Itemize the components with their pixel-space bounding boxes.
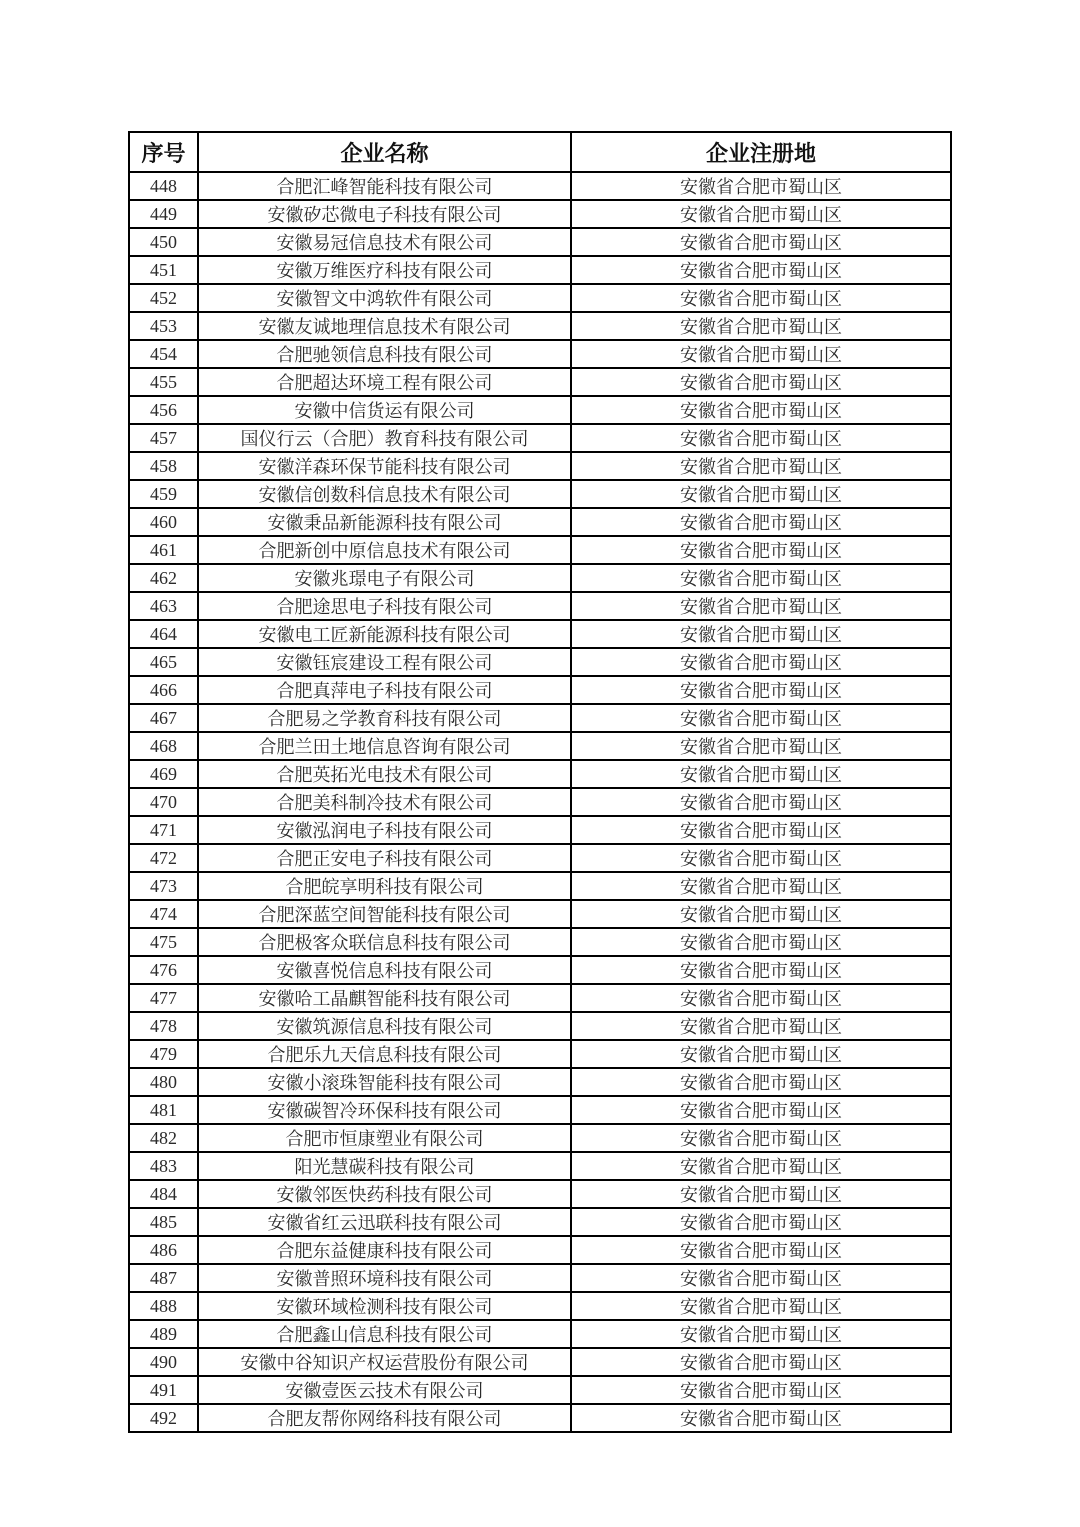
table-row <box>129 676 951 704</box>
serial-number-cell: 473 <box>129 872 198 900</box>
serial-number-cell: 467 <box>129 704 198 732</box>
table-row <box>129 1292 951 1320</box>
table-row <box>129 648 951 676</box>
serial-number-cell: 471 <box>129 816 198 844</box>
serial-number-cell: 490 <box>129 1348 198 1376</box>
table-row <box>129 592 951 620</box>
registration-location-cell: 安徽省合肥市蜀山区 <box>571 928 951 956</box>
header-serial-number: 序号 <box>129 132 198 172</box>
serial-number-cell: 485 <box>129 1208 198 1236</box>
company-name-cell: 安徽碳智冷环保科技有限公司 <box>198 1096 571 1124</box>
company-name-cell: 合肥东益健康科技有限公司 <box>198 1236 571 1264</box>
serial-number-cell: 451 <box>129 256 198 284</box>
company-name-cell: 安徽邻医快药科技有限公司 <box>198 1180 571 1208</box>
registration-location-cell: 安徽省合肥市蜀山区 <box>571 424 951 452</box>
company-name-cell: 安徽泓润电子科技有限公司 <box>198 816 571 844</box>
company-name-cell: 合肥汇峰智能科技有限公司 <box>198 172 571 200</box>
registration-location-cell: 安徽省合肥市蜀山区 <box>571 1040 951 1068</box>
registration-location-cell: 安徽省合肥市蜀山区 <box>571 732 951 760</box>
company-name-cell: 安徽省红云迅联科技有限公司 <box>198 1208 571 1236</box>
serial-number-cell: 450 <box>129 228 198 256</box>
table-row <box>129 1012 951 1040</box>
serial-number-cell: 474 <box>129 900 198 928</box>
header-registration-location: 企业注册地 <box>571 132 951 172</box>
registration-location-cell: 安徽省合肥市蜀山区 <box>571 228 951 256</box>
registration-location-cell: 安徽省合肥市蜀山区 <box>571 312 951 340</box>
company-name-cell: 安徽壹医云技术有限公司 <box>198 1376 571 1404</box>
serial-number-cell: 455 <box>129 368 198 396</box>
company-name-cell: 阳光慧碳科技有限公司 <box>198 1152 571 1180</box>
serial-number-cell: 478 <box>129 1012 198 1040</box>
registration-location-cell: 安徽省合肥市蜀山区 <box>571 704 951 732</box>
table-body <box>129 172 951 1432</box>
company-registry-table <box>128 131 952 1433</box>
serial-number-cell: 452 <box>129 284 198 312</box>
table-row <box>129 452 951 480</box>
company-name-cell: 安徽钰宸建设工程有限公司 <box>198 648 571 676</box>
company-name-cell: 合肥英拓光电技术有限公司 <box>198 760 571 788</box>
company-name-cell: 安徽环域检测科技有限公司 <box>198 1292 571 1320</box>
table-row <box>129 1124 951 1152</box>
registration-location-cell: 安徽省合肥市蜀山区 <box>571 1348 951 1376</box>
registration-location-cell: 安徽省合肥市蜀山区 <box>571 256 951 284</box>
table-row <box>129 844 951 872</box>
serial-number-cell: 488 <box>129 1292 198 1320</box>
table-row <box>129 1348 951 1376</box>
table-row <box>129 536 951 564</box>
serial-number-cell: 454 <box>129 340 198 368</box>
serial-number-cell: 482 <box>129 1124 198 1152</box>
table-row <box>129 340 951 368</box>
company-name-cell: 合肥真萍电子科技有限公司 <box>198 676 571 704</box>
registration-location-cell: 安徽省合肥市蜀山区 <box>571 1012 951 1040</box>
registration-location-cell: 安徽省合肥市蜀山区 <box>571 480 951 508</box>
company-name-cell: 合肥新创中原信息技术有限公司 <box>198 536 571 564</box>
table-row <box>129 928 951 956</box>
table-row <box>129 368 951 396</box>
registration-location-cell: 安徽省合肥市蜀山区 <box>571 648 951 676</box>
registration-location-cell: 安徽省合肥市蜀山区 <box>571 760 951 788</box>
table-row <box>129 284 951 312</box>
registration-location-cell: 安徽省合肥市蜀山区 <box>571 620 951 648</box>
serial-number-cell: 483 <box>129 1152 198 1180</box>
serial-number-cell: 470 <box>129 788 198 816</box>
serial-number-cell: 480 <box>129 1068 198 1096</box>
registration-location-cell: 安徽省合肥市蜀山区 <box>571 1096 951 1124</box>
serial-number-cell: 462 <box>129 564 198 592</box>
registration-location-cell: 安徽省合肥市蜀山区 <box>571 452 951 480</box>
company-name-cell: 合肥乐九天信息科技有限公司 <box>198 1040 571 1068</box>
registration-location-cell: 安徽省合肥市蜀山区 <box>571 788 951 816</box>
registration-location-cell: 安徽省合肥市蜀山区 <box>571 872 951 900</box>
table-row <box>129 228 951 256</box>
serial-number-cell: 479 <box>129 1040 198 1068</box>
registration-location-cell: 安徽省合肥市蜀山区 <box>571 1264 951 1292</box>
serial-number-cell: 465 <box>129 648 198 676</box>
table-row <box>129 396 951 424</box>
company-name-cell: 合肥超达环境工程有限公司 <box>198 368 571 396</box>
company-name-cell: 安徽筑源信息科技有限公司 <box>198 1012 571 1040</box>
company-name-cell: 合肥易之学教育科技有限公司 <box>198 704 571 732</box>
serial-number-cell: 463 <box>129 592 198 620</box>
registration-location-cell: 安徽省合肥市蜀山区 <box>571 1124 951 1152</box>
table-row <box>129 256 951 284</box>
table-header <box>129 132 951 172</box>
company-name-cell: 安徽中谷知识产权运营股份有限公司 <box>198 1348 571 1376</box>
table-row <box>129 788 951 816</box>
table-row <box>129 732 951 760</box>
company-name-cell: 安徽普照环境科技有限公司 <box>198 1264 571 1292</box>
table-row <box>129 816 951 844</box>
table-row <box>129 508 951 536</box>
company-name-cell: 安徽矽芯微电子科技有限公司 <box>198 200 571 228</box>
serial-number-cell: 487 <box>129 1264 198 1292</box>
table-row <box>129 172 951 200</box>
registration-location-cell: 安徽省合肥市蜀山区 <box>571 368 951 396</box>
registration-location-cell: 安徽省合肥市蜀山区 <box>571 900 951 928</box>
registration-location-cell: 安徽省合肥市蜀山区 <box>571 816 951 844</box>
registration-location-cell: 安徽省合肥市蜀山区 <box>571 536 951 564</box>
registration-location-cell: 安徽省合肥市蜀山区 <box>571 1208 951 1236</box>
registration-location-cell: 安徽省合肥市蜀山区 <box>571 592 951 620</box>
company-name-cell: 合肥深蓝空间智能科技有限公司 <box>198 900 571 928</box>
serial-number-cell: 469 <box>129 760 198 788</box>
serial-number-cell: 468 <box>129 732 198 760</box>
registration-location-cell: 安徽省合肥市蜀山区 <box>571 1152 951 1180</box>
serial-number-cell: 486 <box>129 1236 198 1264</box>
table-row <box>129 424 951 452</box>
registration-location-cell: 安徽省合肥市蜀山区 <box>571 508 951 536</box>
table-row <box>129 1376 951 1404</box>
registration-location-cell: 安徽省合肥市蜀山区 <box>571 1404 951 1432</box>
serial-number-cell: 458 <box>129 452 198 480</box>
company-name-cell: 安徽易冠信息技术有限公司 <box>198 228 571 256</box>
table-row <box>129 760 951 788</box>
registration-location-cell: 安徽省合肥市蜀山区 <box>571 1376 951 1404</box>
serial-number-cell: 461 <box>129 536 198 564</box>
serial-number-cell: 489 <box>129 1320 198 1348</box>
header-company-name: 企业名称 <box>198 132 571 172</box>
serial-number-cell: 456 <box>129 396 198 424</box>
registration-location-cell: 安徽省合肥市蜀山区 <box>571 1068 951 1096</box>
serial-number-cell: 448 <box>129 172 198 200</box>
table-row <box>129 984 951 1012</box>
company-name-cell: 合肥极客众联信息科技有限公司 <box>198 928 571 956</box>
registration-location-cell: 安徽省合肥市蜀山区 <box>571 676 951 704</box>
company-name-cell: 合肥兰田土地信息咨询有限公司 <box>198 732 571 760</box>
registration-location-cell: 安徽省合肥市蜀山区 <box>571 200 951 228</box>
table-row <box>129 480 951 508</box>
registration-location-cell: 安徽省合肥市蜀山区 <box>571 1320 951 1348</box>
company-name-cell: 安徽喜悦信息科技有限公司 <box>198 956 571 984</box>
table-row <box>129 312 951 340</box>
serial-number-cell: 464 <box>129 620 198 648</box>
registration-location-cell: 安徽省合肥市蜀山区 <box>571 1292 951 1320</box>
registration-location-cell: 安徽省合肥市蜀山区 <box>571 340 951 368</box>
company-name-cell: 合肥鑫山信息科技有限公司 <box>198 1320 571 1348</box>
table-row <box>129 1264 951 1292</box>
company-name-cell: 国仪行云（合肥）教育科技有限公司 <box>198 424 571 452</box>
serial-number-cell: 484 <box>129 1180 198 1208</box>
table-row <box>129 620 951 648</box>
company-name-cell: 安徽信创数科信息技术有限公司 <box>198 480 571 508</box>
registration-location-cell: 安徽省合肥市蜀山区 <box>571 956 951 984</box>
table-row <box>129 564 951 592</box>
registration-location-cell: 安徽省合肥市蜀山区 <box>571 284 951 312</box>
table-row <box>129 1068 951 1096</box>
company-name-cell: 合肥驰领信息科技有限公司 <box>198 340 571 368</box>
company-name-cell: 合肥美科制冷技术有限公司 <box>198 788 571 816</box>
table-row <box>129 704 951 732</box>
serial-number-cell: 459 <box>129 480 198 508</box>
company-name-cell: 安徽小滚珠智能科技有限公司 <box>198 1068 571 1096</box>
serial-number-cell: 475 <box>129 928 198 956</box>
table-row <box>129 1152 951 1180</box>
table-row <box>129 1180 951 1208</box>
company-name-cell: 安徽万维医疗科技有限公司 <box>198 256 571 284</box>
registration-location-cell: 安徽省合肥市蜀山区 <box>571 564 951 592</box>
serial-number-cell: 477 <box>129 984 198 1012</box>
table-row <box>129 1208 951 1236</box>
company-name-cell: 安徽友诚地理信息技术有限公司 <box>198 312 571 340</box>
serial-number-cell: 453 <box>129 312 198 340</box>
company-name-cell: 合肥正安电子科技有限公司 <box>198 844 571 872</box>
table-row <box>129 872 951 900</box>
company-name-cell: 合肥市恒康塑业有限公司 <box>198 1124 571 1152</box>
table-row <box>129 200 951 228</box>
table-row <box>129 1096 951 1124</box>
registration-location-cell: 安徽省合肥市蜀山区 <box>571 844 951 872</box>
table-row <box>129 1040 951 1068</box>
registration-location-cell: 安徽省合肥市蜀山区 <box>571 1236 951 1264</box>
company-name-cell: 安徽中信货运有限公司 <box>198 396 571 424</box>
company-name-cell: 安徽哈工晶麒智能科技有限公司 <box>198 984 571 1012</box>
serial-number-cell: 491 <box>129 1376 198 1404</box>
serial-number-cell: 472 <box>129 844 198 872</box>
registration-location-cell: 安徽省合肥市蜀山区 <box>571 1180 951 1208</box>
company-name-cell: 安徽电工匠新能源科技有限公司 <box>198 620 571 648</box>
header-row <box>129 132 951 172</box>
company-name-cell: 合肥途思电子科技有限公司 <box>198 592 571 620</box>
company-name-cell: 安徽洋森环保节能科技有限公司 <box>198 452 571 480</box>
table-row <box>129 1236 951 1264</box>
company-name-cell: 安徽兆璟电子有限公司 <box>198 564 571 592</box>
table-row <box>129 1320 951 1348</box>
registration-location-cell: 安徽省合肥市蜀山区 <box>571 396 951 424</box>
table-row <box>129 1404 951 1432</box>
serial-number-cell: 457 <box>129 424 198 452</box>
serial-number-cell: 492 <box>129 1404 198 1432</box>
registration-location-cell: 安徽省合肥市蜀山区 <box>571 984 951 1012</box>
company-name-cell: 合肥皖享明科技有限公司 <box>198 872 571 900</box>
serial-number-cell: 449 <box>129 200 198 228</box>
serial-number-cell: 466 <box>129 676 198 704</box>
table-row <box>129 956 951 984</box>
serial-number-cell: 460 <box>129 508 198 536</box>
registration-location-cell: 安徽省合肥市蜀山区 <box>571 172 951 200</box>
company-name-cell: 合肥友帮你网络科技有限公司 <box>198 1404 571 1432</box>
serial-number-cell: 481 <box>129 1096 198 1124</box>
serial-number-cell: 476 <box>129 956 198 984</box>
company-name-cell: 安徽智文中鸿软件有限公司 <box>198 284 571 312</box>
company-name-cell: 安徽秉品新能源科技有限公司 <box>198 508 571 536</box>
table-row <box>129 900 951 928</box>
